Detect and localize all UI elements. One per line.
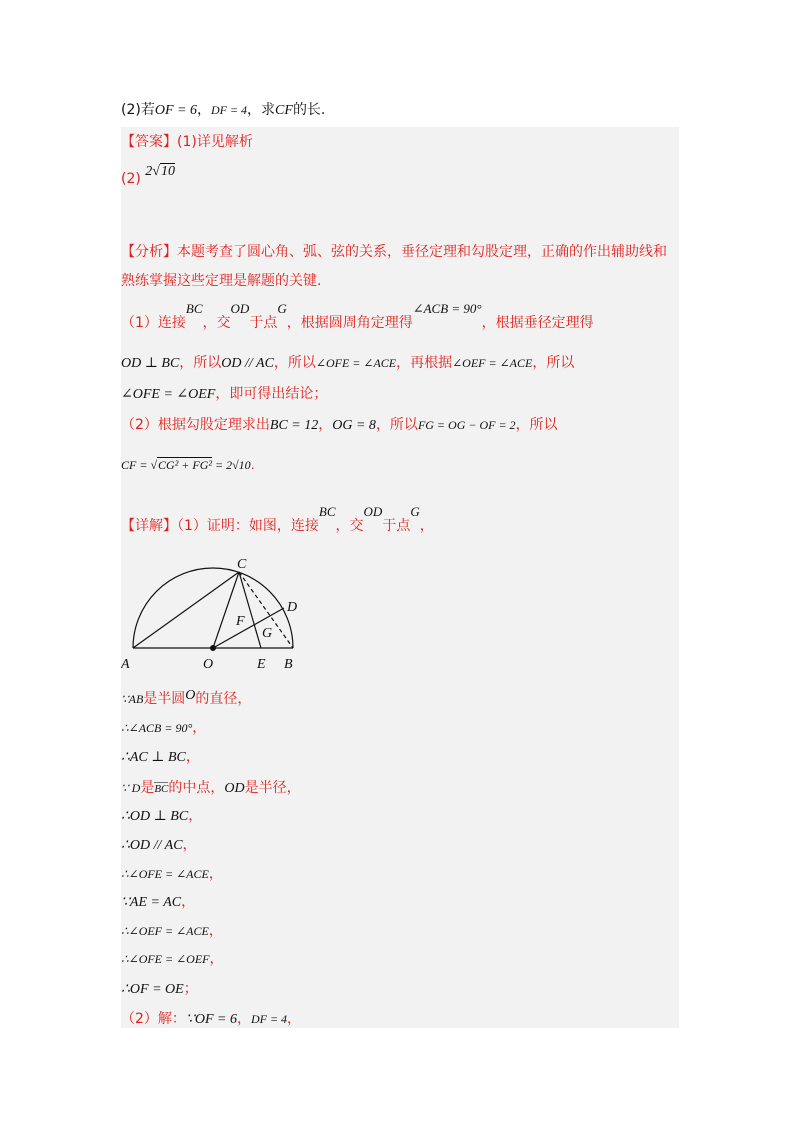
analysis-s1-od: OD [230,301,250,316]
analysis-s2-t1: ，所以 [179,355,222,371]
step3-m2: BC [154,783,169,795]
analysis-line2 [121,270,321,290]
label-F: F [236,614,245,629]
last-a: （2）解： [121,1011,186,1027]
last-m2: DF = 4 [250,1012,288,1026]
detail-g: G [410,504,420,519]
detail-step-9 [121,948,224,968]
step5-t: ， [182,837,197,853]
detail-a: （1）证明：如图，连接 [177,518,319,534]
analysis-s1-d: ，根据圆周角定理得 [286,315,413,331]
analysis-s2-m3: ∠OFE = ∠ACE [315,356,397,370]
analysis-s2-m1: OD ⊥ BC [121,356,180,371]
detail-step-8 [121,920,223,940]
answer-coef: 2 [145,164,153,179]
step10-m: ∴OF = OE [121,982,184,997]
analysis-s3-m1: ∠OFE = ∠OEF [121,387,216,402]
question-sep2: ，求 [247,102,276,118]
answer-line [121,131,253,151]
analysis-s4-a: （2）根据勾股定理求出 [121,417,270,433]
detail-line1 [121,504,434,535]
question-sep1: ， [196,102,211,118]
analysis-step5: CF = √CG² + FG² = 2√10. [121,458,255,472]
analysis-s2-t4: ，所以 [532,355,575,371]
label-O: O [203,657,214,672]
analysis-s4-m3: FG = OG − OF = 2 [417,418,516,432]
label-B: B [284,657,293,672]
detail-c: 于点 [382,518,411,534]
step3-t: 是 [140,780,155,796]
analysis-s4-t3: ，所以 [515,417,558,433]
answer-part1: (1)详见解析 [177,134,253,150]
detail-step-0 [121,688,251,708]
step3-t2: 的中点， [168,780,225,796]
answer-part2-label: (2) [121,171,141,187]
detail-step-2 [121,746,200,766]
answer-tag: 【答案】 [121,134,177,150]
detail-tag: 【详解】 [121,518,177,534]
analysis-s1-e: ，根据垂径定理得 [481,315,594,331]
detail-last [121,1008,301,1028]
step8-t: ， [208,923,223,939]
analysis-s2-m2: OD // AC [221,356,274,371]
step6-t: ， [208,866,223,882]
step7-t: ， [181,894,196,910]
question-prefix: (2)若 [121,102,155,118]
label-C: C [237,557,247,572]
analysis-step3 [121,383,327,403]
step7-m: ∵AE = AC [121,895,182,910]
answer-part2 [121,163,175,187]
geometry-figure [121,555,311,675]
step0-t: 是半圆 [143,691,186,707]
analysis-s2-t2: ，所以 [273,355,316,371]
question-suffix: 的长. [292,102,326,118]
label-E: E [257,657,266,672]
last-t2: ， [287,1011,302,1027]
step4-m: ∴OD ⊥ BC [121,809,189,824]
detail-step-1 [121,717,206,737]
analysis-s5-end: . [250,458,255,472]
analysis-text1: 本题考查了圆心角、弧、弦的关系，垂径定理和勾股定理，正确的作出辅助线和 [177,244,667,260]
analysis-s2-m4: ∠OEF = ∠ACE [452,356,533,370]
analysis-s3-t1: ，即可得出结论； [215,386,328,402]
analysis-s1-g: G [277,301,287,316]
analysis-line1 [121,241,667,261]
step3-m3: OD [224,781,245,796]
analysis-s1-angle: ∠ACB = 90° [412,301,482,316]
analysis-s1-c: 于点 [249,315,278,331]
analysis-s4-t2: ，所以 [375,417,418,433]
detail-b: ，交 [335,518,364,534]
answer-radicand: 10 [160,164,175,179]
step9-m: ∴∠OFE = ∠OEF [121,952,210,966]
question-cf: CF [275,103,293,118]
step2-t: ， [185,749,200,765]
analysis-s5-post: = 2√10 [212,458,251,472]
segment-OC [213,572,239,648]
detail-step-7 [121,891,195,911]
analysis-s5-pre: CF = [121,458,151,472]
label-G: G [262,626,273,641]
step5-m: ∴OD // AC [121,838,183,853]
detail-step-5 [121,834,197,854]
label-A: A [121,657,130,672]
analysis-s4-t1: ， [318,417,333,433]
last-t1: ， [236,1011,251,1027]
answer-part2-value: 2√10 [145,164,175,179]
detail-od: OD [363,504,383,519]
step0-m: ∵AB [121,692,144,706]
step1-t: ， [192,720,207,736]
step9-t: ， [209,951,224,967]
step6-m: ∴∠OFE = ∠ACE [121,867,209,881]
analysis-s5-rad: CG² + FG² [158,458,212,472]
analysis-step1 [121,301,594,332]
analysis-s1-bc: BC [185,301,203,316]
analysis-step4 [121,414,558,434]
last-m1: ∵OF = 6 [185,1012,237,1027]
question-of: OF = 6 [154,103,197,118]
analysis-step2 [121,352,574,372]
detail-step-4 [121,805,202,825]
analysis-s1-a: （1）连接 [121,315,186,331]
segment-CE [239,572,261,648]
analysis-tag: 【分析】 [121,244,177,260]
segment-OD [213,608,284,648]
center-point [210,645,216,651]
detail-step-6 [121,863,223,883]
detail-step-10 [121,978,198,998]
analysis-s4-m1: BC = 12 [269,418,319,433]
detail-step-3 [121,777,301,797]
question-line [121,99,325,119]
step10-t: ； [183,981,198,997]
detail-bc: BC [318,504,336,519]
step0-t2: 的直径， [195,691,252,707]
analysis-s2-t3: ，再根据 [396,355,453,371]
label-D: D [287,600,298,615]
step1-m: ∴∠ACB = 90° [121,721,193,735]
step2-m: ∴AC ⊥ BC [121,750,186,765]
segment-AC [133,572,239,648]
step3-t3: 是半径， [244,780,301,796]
question-df: DF = 4 [210,103,248,117]
analysis-s1-b: ，交 [202,315,231,331]
analysis-text2: 熟练掌握这些定理是解题的关键. [121,273,322,289]
detail-d: ， [419,518,434,534]
step8-m: ∴∠OEF = ∠ACE [121,924,209,938]
step3-m: ∵ D [121,781,141,795]
step0-m2: O [185,688,196,703]
step4-t: ， [188,808,203,824]
analysis-s4-m2: OG = 8 [332,418,376,433]
